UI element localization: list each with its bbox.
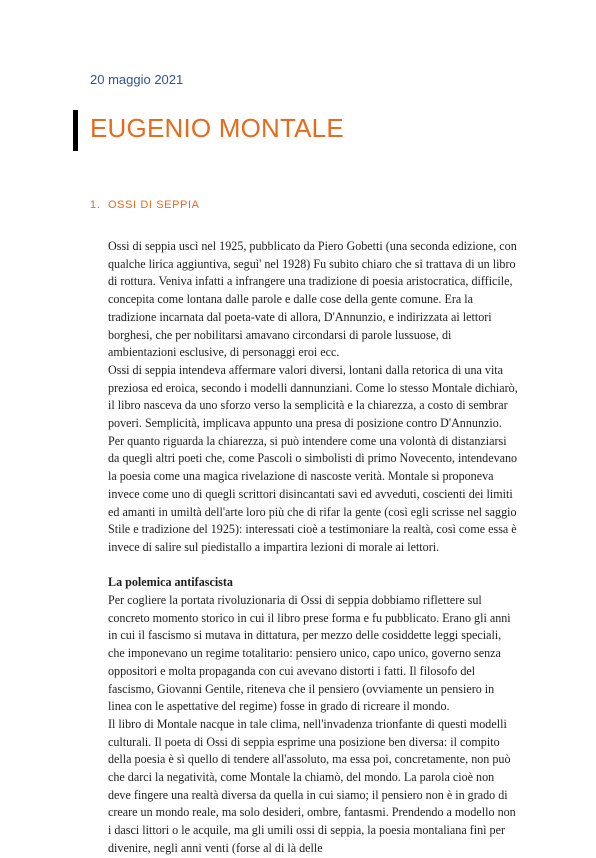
document-title: EUGENIO MONTALE [90, 113, 344, 143]
paragraph: Ossi di seppia uscì nel 1925, pubblicato da Piero Gobetti (una seconda edizione, con qualche lirica aggiuntiva, seguì' nel 1928) Fu subito chiaro che si trattava di un libro di rottura. Veniva infatti a infrangere una tradizione di poesia aristocratica, difficile, concepita come lontana dalle parole e dalle cose della gente comune. Era la tradizione incarnata dal poeta-vate di allora, D'Annunzio, e indirizzata ai lettori borghesi, che per nobilitarsi amavano circondarsi di parole lussuose, di ambientazioni esclusive, di personaggi eroi ecc. [108, 239, 517, 360]
section-heading [90, 199, 200, 211]
paragraph: Il libro di Montale nacque in tale clima, nell'invadenza trionfante di questi modelli culturali. Il poeta di Ossi di seppia esprime una posizione ben diversa: il compito della poesia è sì quello di tendere all'assoluto, ma essa poi, concretamente, non può che darci la negatività, come Montale la chiamò, del mondo. La parola cioè non deve fingere una realtà diversa da quella in cui siamo; il pensiero non è in grado di creare un mondo reale, ma solo desideri, ombre, fantasmi. Prendendo a modello non i dasci littori o le acquile, ma gli umili ossi di seppia, la poesia montaliana finì per divenire, negli anni venti (forse al di là delle [108, 716, 516, 855]
paragraph-gap [108, 557, 520, 575]
title-accent-bar [73, 110, 78, 151]
section-number: 1. [90, 199, 101, 211]
body-text [108, 238, 520, 858]
paragraph: Per cogliere la portata rivoluzionaria di Ossi di seppia dobbiamo riflettere sul concreto momento storico in cui il libro prese forma e fu pubblicato. Erano gli anni in cui il fascismo si mutava in dittatura, per mezzo delle cosiddette leggi speciali, che imponevano un regime totalitario: pensiero unico, capo unico, governo senza oppositori e molta propaganda con cui avevano distorti i fatti. Il filosofo del fascismo, Giovanni Gentile, riteneva che il pensiero (ovviamente un pensiero in linea con le aspettative del regime) fosse in grado di ricreare il mondo. [108, 593, 511, 714]
section-title: OSSI DI SEPPIA [108, 199, 200, 211]
document-date: 20 maggio 2021 [90, 72, 184, 87]
subheading: La polemica antifascista [108, 575, 233, 590]
paragraph: Ossi di seppia intendeva affermare valori diversi, lontani dalla retorica di una vita preziosa ed eroica, secondo i modelli dannunziani. Come lo stesso Montale dichiarò, il libro nasceva da uno sforzo verso la semplicità e la chiarezza, a costo di sembrar poveri. Semplicità, implicava appunto una presa di posizione contro D'Annunzio. Per quanto riguarda la chiarezza, si può intendere come una volontà di distanziarsi da quegli altri poeti che, come Pascoli o simbolisti di primo Novecento, intendevano la poesia come una magica rivelazione di nascoste verità. Montale si proponeva invece come uno di quegli scrittori disincantati savi ed avveduti, coscienti dei limiti ed amanti in umiltà dell'arte loro più che di rifar la gente (così egli scrisse nel saggio Stile e tradizione del 1925): interessati cioè a testimoniare la realtà, così come essa è invece di salire sul piedistallo a impartira lezioni di morale ai lettori. [108, 362, 518, 554]
